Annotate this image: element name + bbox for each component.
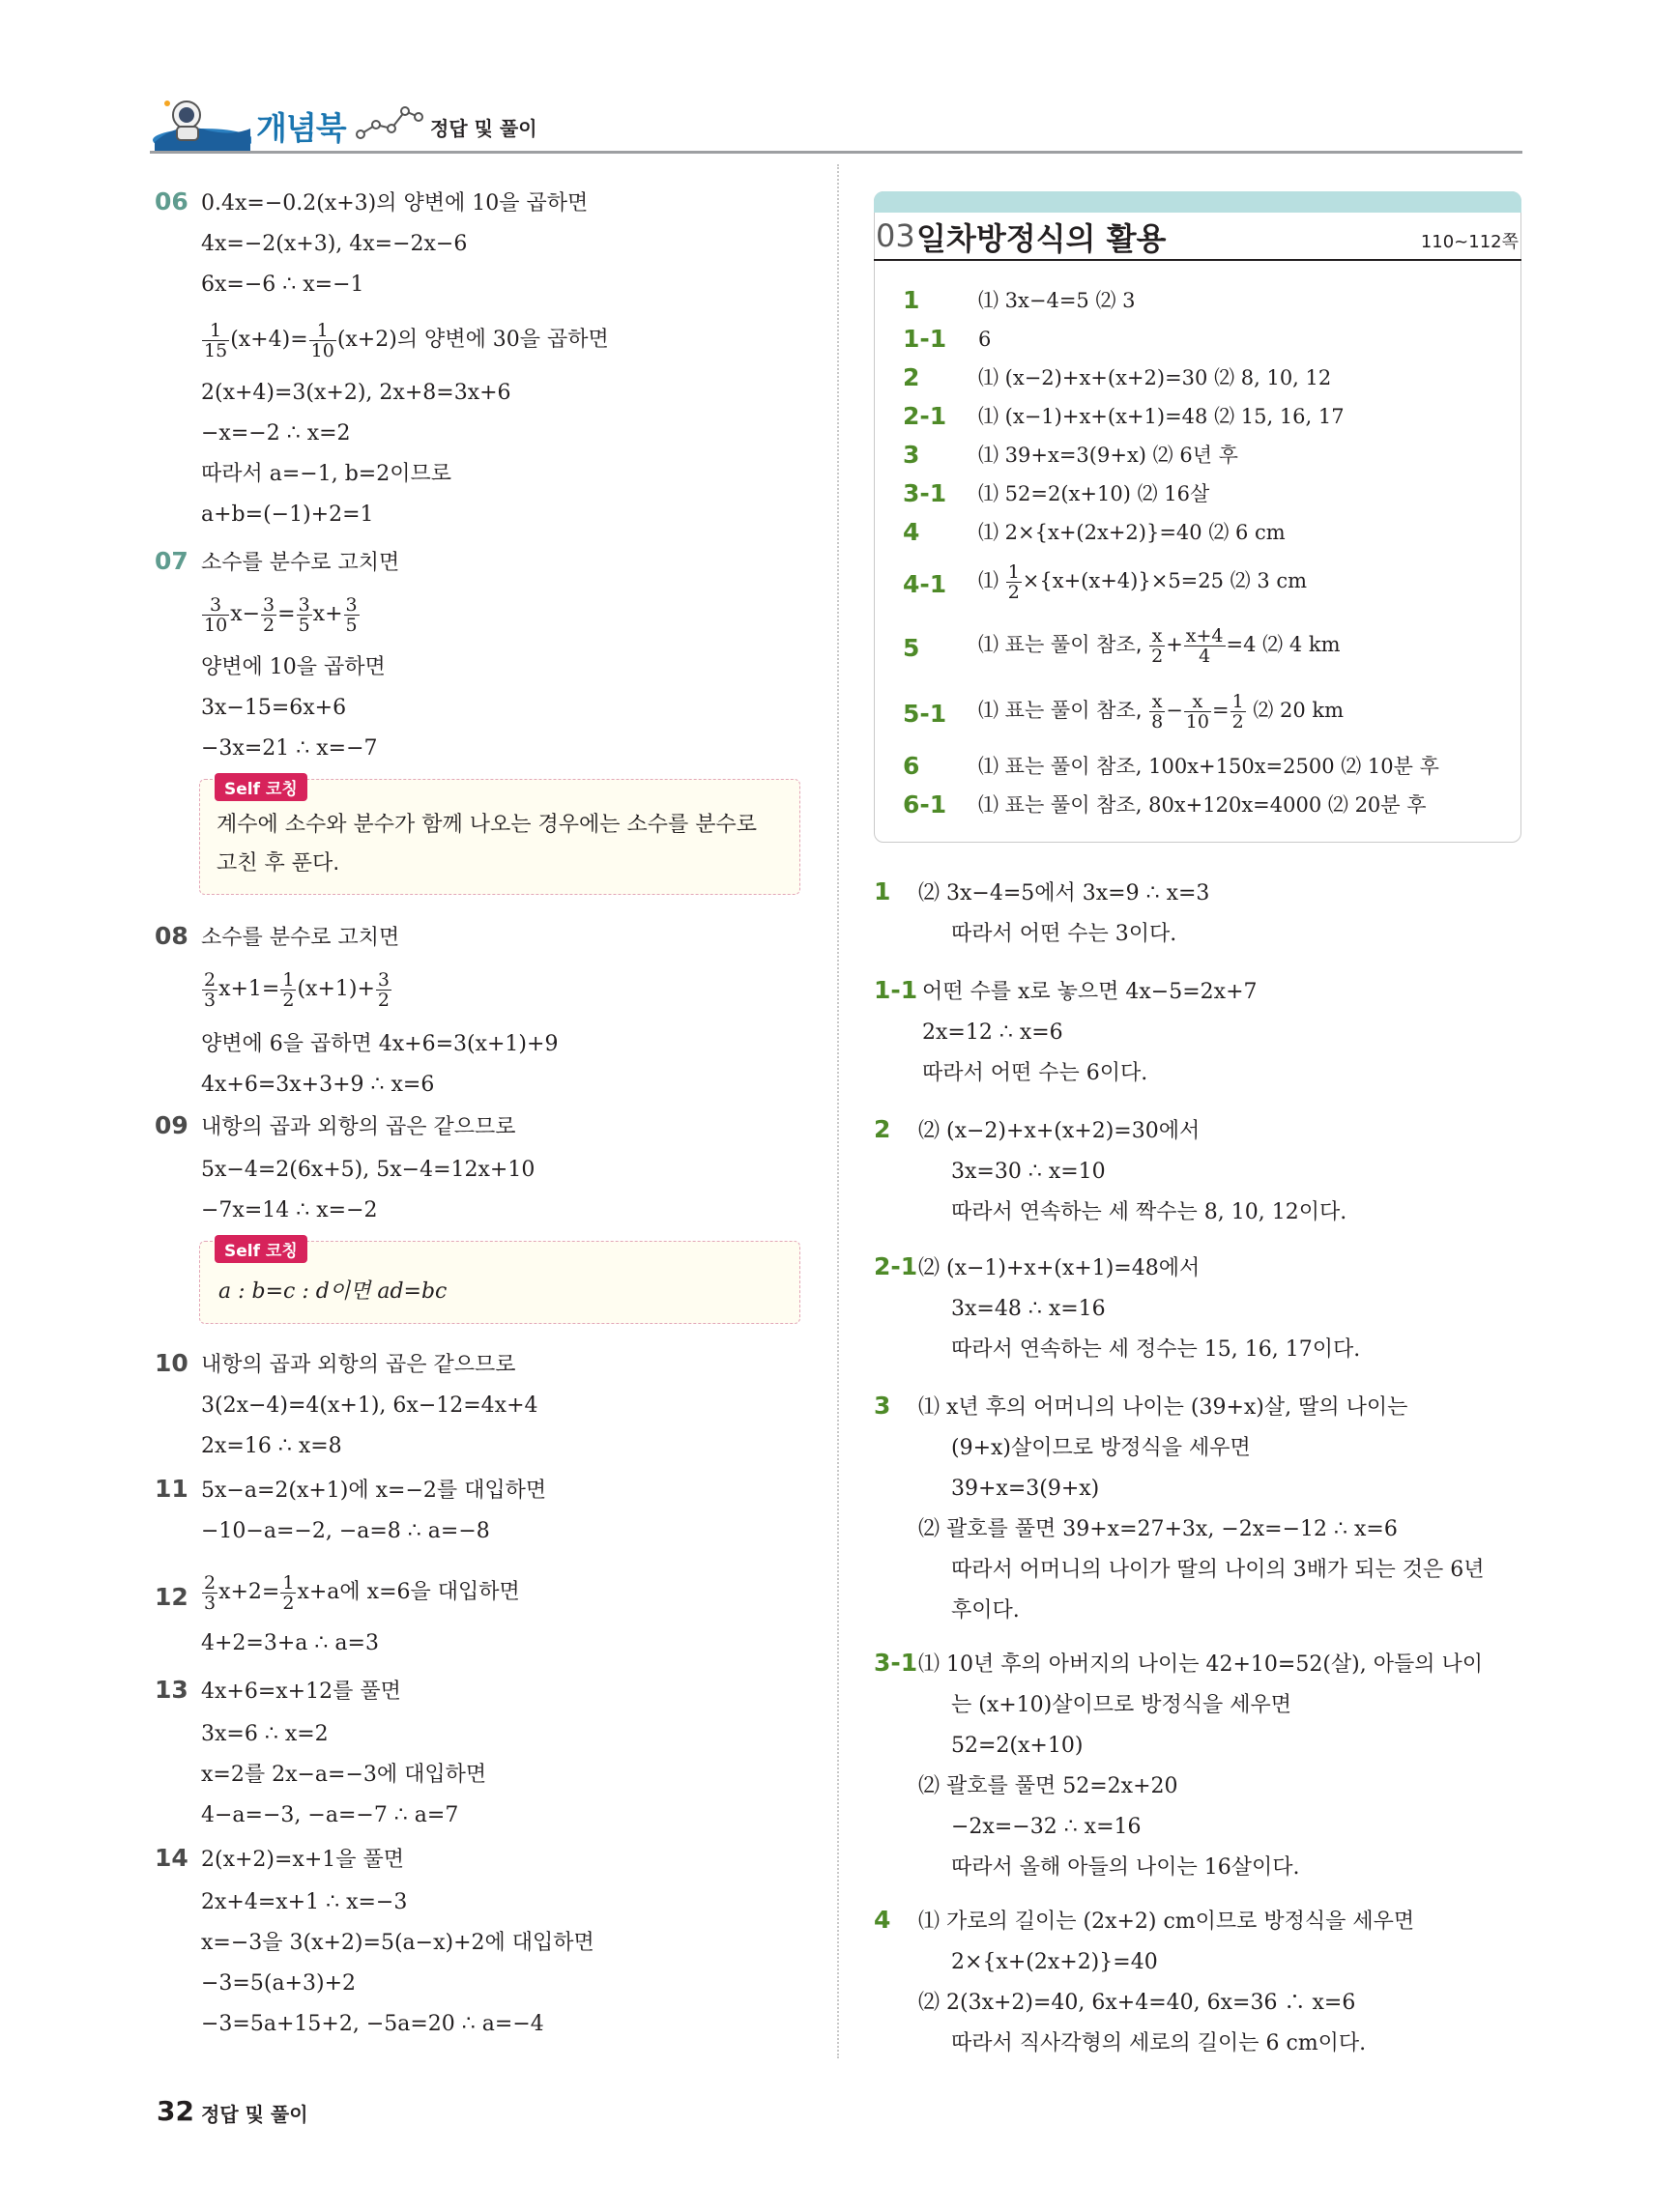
coaching-text: 계수에 소수와 분수가 함께 나오는 경우에는 소수를 분수로 (217, 813, 758, 837)
section-number: 03 (876, 217, 915, 254)
solution-line: 따라서 어떤 수는 3이다. (951, 922, 1177, 946)
fraction: $\frac{x}{10}$ (1185, 691, 1209, 733)
solution-line: 따라서 연속하는 세 짝수는 8, 10, 12이다. (951, 1200, 1347, 1224)
solution-line: 후이다. (951, 1598, 1020, 1623)
solution-line: 4+2=3+a ∴ a=3 (201, 1631, 379, 1655)
answer-text: ⑴ 표는 풀이 참조, 80x+120x=4000 ⑵ 20분 후 (978, 793, 1427, 817)
column-divider (837, 164, 839, 2058)
solution-number: 4 (874, 1906, 891, 1934)
solution-line: 따라서 올해 아들의 나이는 16살이다. (951, 1855, 1300, 1880)
problem-number-07: 07 (155, 547, 188, 575)
solution-line: 어떤 수를 x로 놓으면 4x−5=2x+7 (922, 980, 1258, 1004)
solution-line: ⑵ 괄호를 풀면 39+x=27+3x, −2x=−12 ∴ x=6 (918, 1517, 1398, 1541)
solution-line: 2x=16 ∴ x=8 (201, 1434, 342, 1458)
solution-line: −x=−2 ∴ x=2 (201, 421, 351, 445)
solution-number: 3 (874, 1392, 891, 1420)
solution-line: 소수를 분수로 고치면 (201, 551, 400, 575)
solution-line: ⑴ x년 후의 어머니의 나이는 (39+x)살, 딸의 나이는 (918, 1395, 1408, 1420)
constellation-icon (355, 100, 424, 142)
solution-number: 1-1 (874, 976, 918, 1004)
section-page-range: 110~112쪽 (1420, 232, 1519, 252)
solution-line-fraction: $\frac{2}{3}$ x+2= $\frac{1}{2}$ x+a에 x=6을 대입하면 (204, 1571, 520, 1614)
answer-number: 5 (903, 634, 920, 662)
fraction: $\frac{x}{2}$ (1151, 625, 1164, 667)
header-rule (150, 151, 1522, 154)
solution-number: 2 (874, 1115, 891, 1143)
solution-line: x=2를 2x−a=−3에 대입하면 (201, 1763, 487, 1787)
problem-number-14: 14 (155, 1844, 188, 1872)
book-title: 개념북 (256, 109, 346, 147)
fraction: $\frac{1}{2}$ (1231, 691, 1244, 733)
answer-number: 6-1 (903, 790, 947, 819)
fraction: $\frac{3}{5}$ (345, 593, 358, 636)
answer-box-header-bar (874, 191, 1521, 213)
solution-line: 내항의 곱과 외항의 곱은 같으므로 (201, 1115, 516, 1139)
answer-number: 3 (903, 441, 920, 469)
solution-line: 는 (x+10)살이므로 방정식을 세우면 (951, 1693, 1292, 1717)
solution-line: ⑵ 3x−4=5에서 3x=9 ∴ x=3 (918, 881, 1210, 905)
solution-line: −3=5a+15+2, −5a=20 ∴ a=−4 (201, 2012, 544, 2036)
solution-line: 양변에 10을 곱하면 (201, 655, 386, 679)
solution-line-fraction: $\frac{2}{3}$ x+1= $\frac{1}{2}$ (x+1)+ $\frac{3}{2}$ (204, 968, 390, 1011)
answer-number: 2 (903, 363, 920, 391)
solution-line: 내항의 곱과 외항의 곱은 같으므로 (201, 1353, 516, 1377)
solution-line: 2×{x+(2x+2)}=40 (951, 1950, 1158, 1974)
fraction: $\frac{x}{8}$ (1151, 691, 1164, 733)
fraction: $\frac{2}{3}$ (204, 968, 217, 1011)
solution-line: −3x=21 ∴ x=−7 (201, 736, 378, 761)
solution-line: ⑴ 가로의 길이는 (2x+2) cm이므로 방정식을 세우면 (918, 1910, 1415, 1934)
answer-text-fraction: ⑴ 표는 풀이 참조, $\frac{x}{8}$ − $\frac{x}{10}$ = $\frac{1}{2}$ ⑵ 20 km (978, 691, 1345, 733)
answer-text: ⑴ (x−2)+x+(x+2)=30 ⑵ 8, 10, 12 (978, 366, 1332, 389)
solution-line: a+b=(−1)+2=1 (201, 503, 374, 527)
page-header (150, 92, 1522, 155)
solution-number: 2-1 (874, 1252, 918, 1280)
answer-number: 6 (903, 752, 920, 780)
solution-line: 따라서 어머니의 나이가 딸의 나이의 3배가 되는 것은 6년 (951, 1558, 1485, 1582)
problem-number-06: 06 (155, 187, 188, 215)
fraction: $\frac{3}{2}$ (263, 593, 275, 636)
solution-line: x=−3을 3(x+2)=5(a−x)+2에 대입하면 (201, 1931, 594, 1955)
problem-number-13: 13 (155, 1676, 188, 1704)
solution-line: 4x+6=x+12를 풀면 (201, 1680, 401, 1704)
solution-line: 4x=−2(x+3), 4x=−2x−6 (201, 232, 468, 256)
problem-number-11: 11 (155, 1475, 188, 1503)
answer-number: 3-1 (903, 479, 947, 507)
solution-line: 2x+4=x+1 ∴ x=−3 (201, 1890, 408, 1914)
solution-line: 3x=6 ∴ x=2 (201, 1722, 329, 1746)
solution-line: 3x=48 ∴ x=16 (951, 1297, 1106, 1321)
answer-text: 6 (978, 328, 992, 351)
solution-line: −7x=14 ∴ x=−2 (201, 1198, 378, 1222)
fraction: $\frac{1}{10}$ (310, 319, 334, 361)
solution-line: 4−a=−3, −a=−7 ∴ a=7 (201, 1803, 459, 1827)
answer-number: 1-1 (903, 325, 947, 353)
solution-line-fraction: $\frac{1}{15}$ (x+4)= $\frac{1}{10}$ (x+2)의 양변에 30을 곱하면 (204, 319, 609, 361)
self-coaching-badge: Self 코칭 (215, 1235, 307, 1263)
solution-line: ⑵ (x−2)+x+(x+2)=30에서 (918, 1119, 1201, 1143)
solution-line: 5x−a=2(x+1)에 x=−2를 대입하면 (201, 1479, 547, 1503)
solution-line: −10−a=−2, −a=8 ∴ a=−8 (201, 1519, 490, 1543)
answer-text: ⑴ 39+x=3(9+x) ⑵ 6년 후 (978, 444, 1238, 467)
solution-line-fraction: $\frac{3}{10}$ x− $\frac{3}{2}$ = $\frac{3}{5}$ x+ $\frac{3}{5}$ (204, 593, 358, 636)
fraction: $\frac{1}{2}$ (1007, 561, 1020, 603)
solution-line: 3x−15=6x+6 (201, 696, 347, 720)
footer-label: 정답 및 풀이 (201, 2103, 308, 2126)
solution-line: 3(2x−4)=4(x+1), 6x−12=4x+4 (201, 1393, 538, 1418)
solution-line: ⑴ 10년 후의 아버지의 나이는 42+10=52(살), 아들의 나이 (918, 1652, 1483, 1677)
answer-number: 4 (903, 518, 920, 546)
page-number: 32 (157, 2095, 194, 2127)
problem-number-10: 10 (155, 1349, 188, 1377)
solution-line: ⑵ (x−1)+x+(x+1)=48에서 (918, 1256, 1201, 1280)
fraction: $\frac{1}{2}$ (282, 1571, 295, 1614)
answer-text: ⑴ 3x−4=5 ⑵ 3 (978, 289, 1136, 312)
fraction: $\frac{3}{2}$ (377, 968, 390, 1011)
solution-line: −3=5(a+3)+2 (201, 1971, 357, 1996)
problem-number-09: 09 (155, 1111, 188, 1139)
solution-line: 따라서 a=−1, b=2이므로 (201, 462, 451, 486)
solution-line: ⑵ 괄호를 풀면 52=2x+20 (918, 1774, 1178, 1798)
fraction: $\frac{3}{10}$ (204, 593, 228, 636)
problem-number-08: 08 (155, 922, 188, 950)
header-subtitle: 정답 및 풀이 (430, 117, 537, 140)
fraction: $\frac{x+4}{4}$ (1185, 625, 1224, 667)
solution-line: 양변에 6을 곱하면 4x+6=3(x+1)+9 (201, 1032, 559, 1056)
solution-number: 1 (874, 877, 891, 905)
solution-line: 52=2(x+10) (951, 1734, 1084, 1758)
answer-text-fraction: ⑴ $\frac{1}{2}$ ×{x+(x+4)}×5=25 ⑵ 3 cm (978, 561, 1308, 603)
answer-number: 5-1 (903, 700, 947, 728)
section-title: 일차방정식의 활용 (916, 220, 1167, 257)
answer-text-fraction: ⑴ 표는 풀이 참조, $\frac{x}{2}$ + $\frac{x+4}{4}$ =4 ⑵ 4 km (978, 625, 1341, 667)
solution-line: 0.4x=−0.2(x+3)의 양변에 10을 곱하면 (201, 191, 589, 215)
solution-line: 따라서 직사각형의 세로의 길이는 6 cm이다. (951, 2031, 1367, 2055)
astronaut-mascot-icon (150, 92, 251, 152)
solution-line: 2x=12 ∴ x=6 (922, 1020, 1063, 1045)
answer-text: ⑴ 52=2(x+10) ⑵ 16살 (978, 482, 1210, 505)
solution-line: ⑵ 2(3x+2)=40, 6x+4=40, 6x=36 ∴ x=6 (918, 1991, 1356, 2015)
fraction: $\frac{1}{15}$ (204, 319, 228, 361)
answer-text: ⑴ 2×{x+(2x+2)}=40 ⑵ 6 cm (978, 521, 1286, 544)
solution-number: 3-1 (874, 1649, 918, 1677)
section-rule (874, 259, 1521, 261)
solution-line: (9+x)살이므로 방정식을 세우면 (951, 1436, 1251, 1460)
answer-summary-box (874, 191, 1521, 843)
answer-text: ⑴ 표는 풀이 참조, 100x+150x=2500 ⑵ 10분 후 (978, 755, 1439, 778)
fraction: $\frac{1}{2}$ (282, 968, 295, 1011)
solution-line: 2(x+2)=x+1을 풀면 (201, 1848, 405, 1872)
answer-number: 1 (903, 286, 920, 314)
coaching-text: a : b=c : d이면 ad=bc (218, 1279, 448, 1304)
solution-line: 5x−4=2(6x+5), 5x−4=12x+10 (201, 1158, 536, 1182)
answer-number: 2-1 (903, 402, 947, 430)
solution-line: 4x+6=3x+3+9 ∴ x=6 (201, 1073, 435, 1097)
answer-number: 4-1 (903, 570, 947, 598)
solution-line: −2x=−32 ∴ x=16 (951, 1815, 1142, 1839)
solution-line: 39+x=3(9+x) (951, 1477, 1100, 1501)
answer-text: ⑴ (x−1)+x+(x+1)=48 ⑵ 15, 16, 17 (978, 405, 1345, 428)
solution-line: 따라서 어떤 수는 6이다. (922, 1061, 1148, 1085)
coaching-text: 고친 후 푼다. (217, 851, 340, 876)
solution-line: 2(x+4)=3(x+2), 2x+8=3x+6 (201, 381, 511, 405)
solution-line: 소수를 분수로 고치면 (201, 926, 400, 950)
solution-line: 따라서 연속하는 세 정수는 15, 16, 17이다. (951, 1337, 1361, 1362)
fraction: $\frac{2}{3}$ (204, 1571, 217, 1614)
fraction: $\frac{3}{5}$ (298, 593, 310, 636)
solution-line: 6x=−6 ∴ x=−1 (201, 273, 364, 297)
solution-line: 3x=30 ∴ x=10 (951, 1160, 1106, 1184)
problem-number-12: 12 (155, 1583, 188, 1611)
self-coaching-badge: Self 코칭 (215, 773, 307, 801)
